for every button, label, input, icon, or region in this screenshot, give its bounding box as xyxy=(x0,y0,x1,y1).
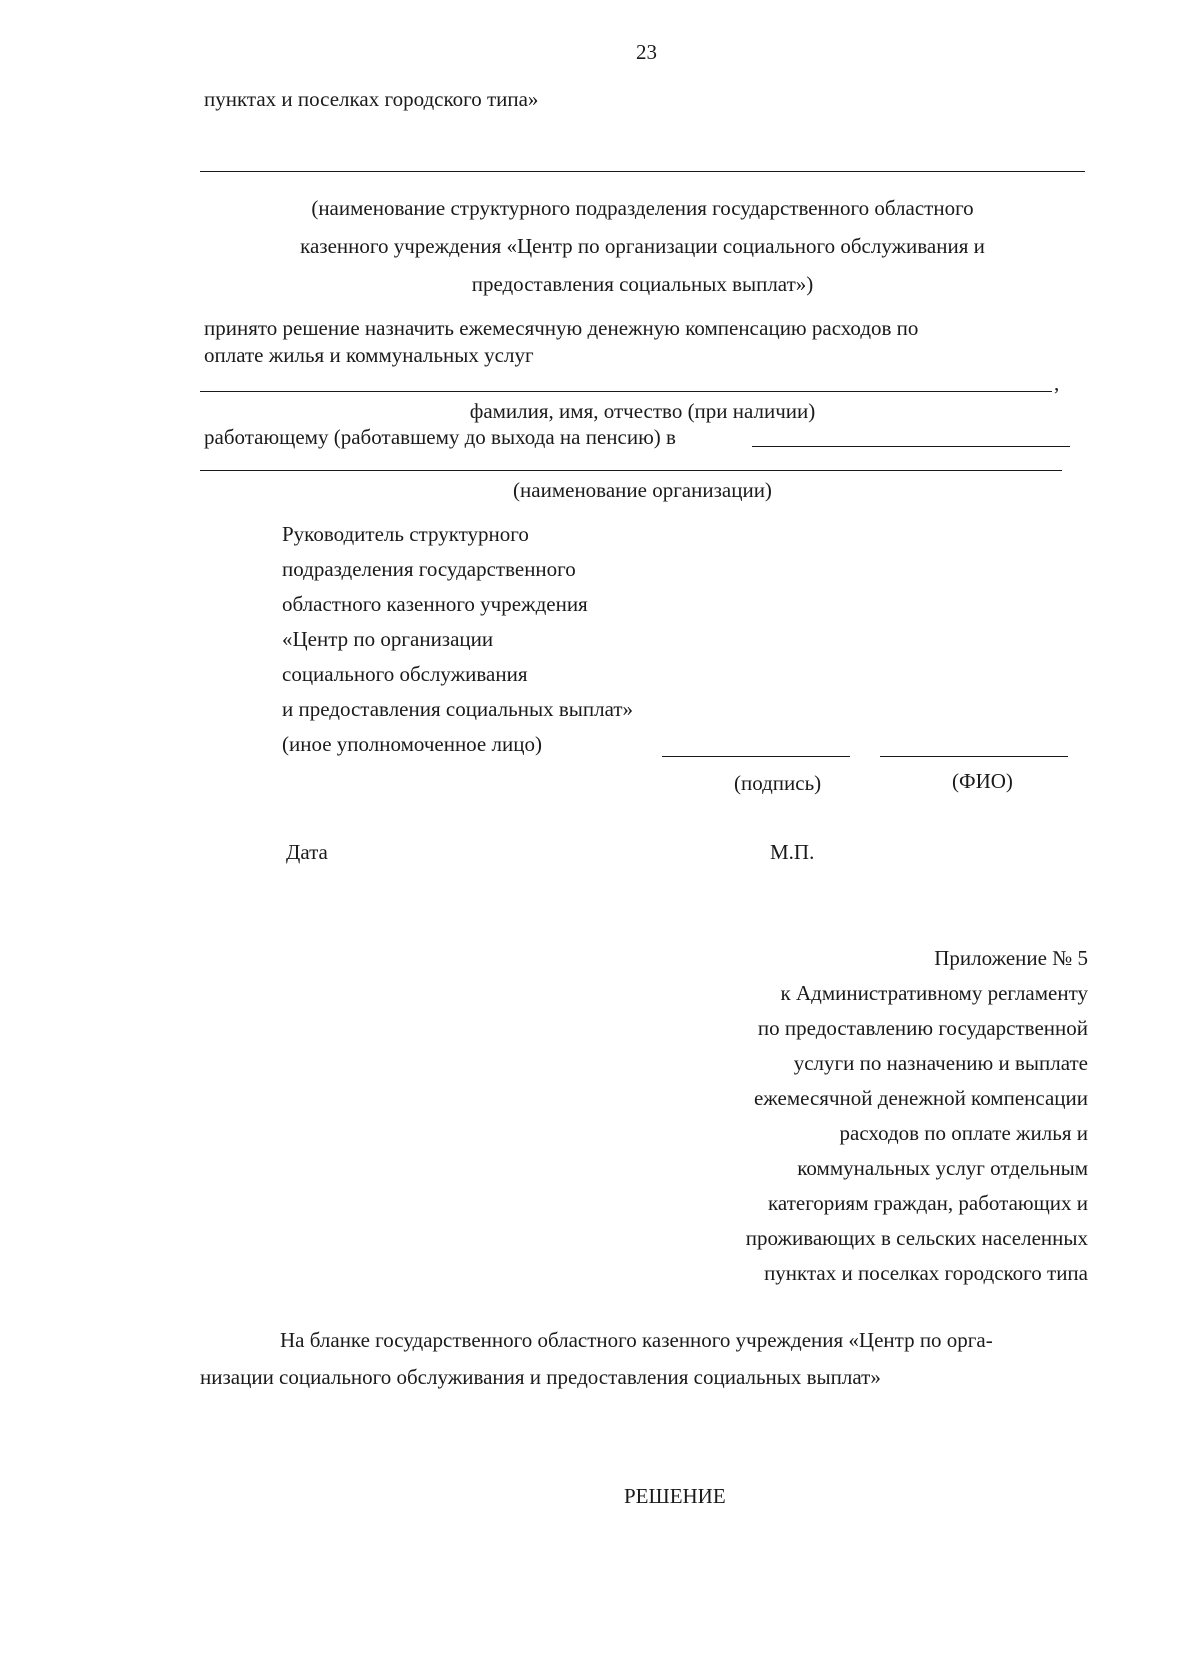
appendix-line-7: коммунальных услуг отдельным xyxy=(797,1156,1088,1180)
organization-caption: (наименование организации) xyxy=(513,478,772,502)
subdivision-caption-line-1: (наименование структурного подразделения государственного областного xyxy=(311,196,974,220)
worked-in-text: работающему (работавшему до выхода на пенсию) в xyxy=(204,425,676,449)
appendix-line-4: услуги по назначению и выплате xyxy=(793,1051,1088,1075)
decision-title: РЕШЕНИЕ xyxy=(624,1484,726,1508)
letterhead-text-line-2: низации социального обслуживания и предоставления социальных выплат» xyxy=(200,1365,881,1389)
appendix-line-5: ежемесячной денежной компенсации xyxy=(753,1086,1088,1110)
appendix-line-8: категориям граждан, работающих и xyxy=(768,1191,1088,1215)
fio-blank-line xyxy=(200,391,1052,392)
name-caption: (ФИО) xyxy=(952,769,1013,793)
signatory-line-7: (иное уполномоченное лицо) xyxy=(282,732,542,756)
continuation-line: пунктах и поселках городского типа» xyxy=(204,87,539,111)
signatory-line-6: и предоставления социальных выплат» xyxy=(282,697,634,721)
appendix-line-6: расходов по оплате жилья и xyxy=(839,1121,1088,1145)
appendix-line-9: проживающих в сельских населенных xyxy=(745,1226,1088,1250)
appendix-line-3: по предоставлению государственной xyxy=(757,1016,1088,1040)
date-label: Дата xyxy=(286,840,328,864)
signatory-line-4: «Центр по организации xyxy=(282,627,494,651)
signatory-line-5: социального обслуживания xyxy=(282,662,528,686)
signature-blank-line xyxy=(662,756,850,757)
signatory-line-1: Руководитель структурного xyxy=(282,522,529,546)
letterhead-text-line-1: На бланке государственного областного казенного учреждения «Центр по орга- xyxy=(280,1328,993,1352)
appendix-line-1: Приложение № 5 xyxy=(934,946,1088,970)
appendix-line-10: пунктах и поселках городского типа xyxy=(764,1261,1088,1285)
page-number: 23 xyxy=(636,40,657,64)
subdivision-blank-line xyxy=(200,171,1085,172)
subdivision-caption-line-2: казенного учреждения «Центр по организации социального обслуживания и xyxy=(300,234,985,258)
seal-label: М.П. xyxy=(770,840,815,864)
signatory-line-2: подразделения государственного xyxy=(282,557,576,581)
subdivision-caption-line-3: предоставления социальных выплат») xyxy=(471,272,814,296)
organization-blank-line xyxy=(200,470,1062,471)
signatory-line-3: областного казенного учреждения xyxy=(282,592,588,616)
organization-inline-blank xyxy=(752,446,1070,447)
signature-caption: (подпись) xyxy=(734,771,822,795)
fio-caption: фамилия, имя, отчество (при наличии) xyxy=(469,399,816,423)
decision-text-line-2: оплате жилья и коммунальных услуг xyxy=(204,343,534,367)
decision-text-line-1: принято решение назначить ежемесячную денежную компенсацию расходов по xyxy=(204,316,919,340)
appendix-line-2: к Административному регламенту xyxy=(780,981,1088,1005)
fio-line-comma: , xyxy=(1054,371,1060,395)
name-blank-line xyxy=(880,756,1068,757)
